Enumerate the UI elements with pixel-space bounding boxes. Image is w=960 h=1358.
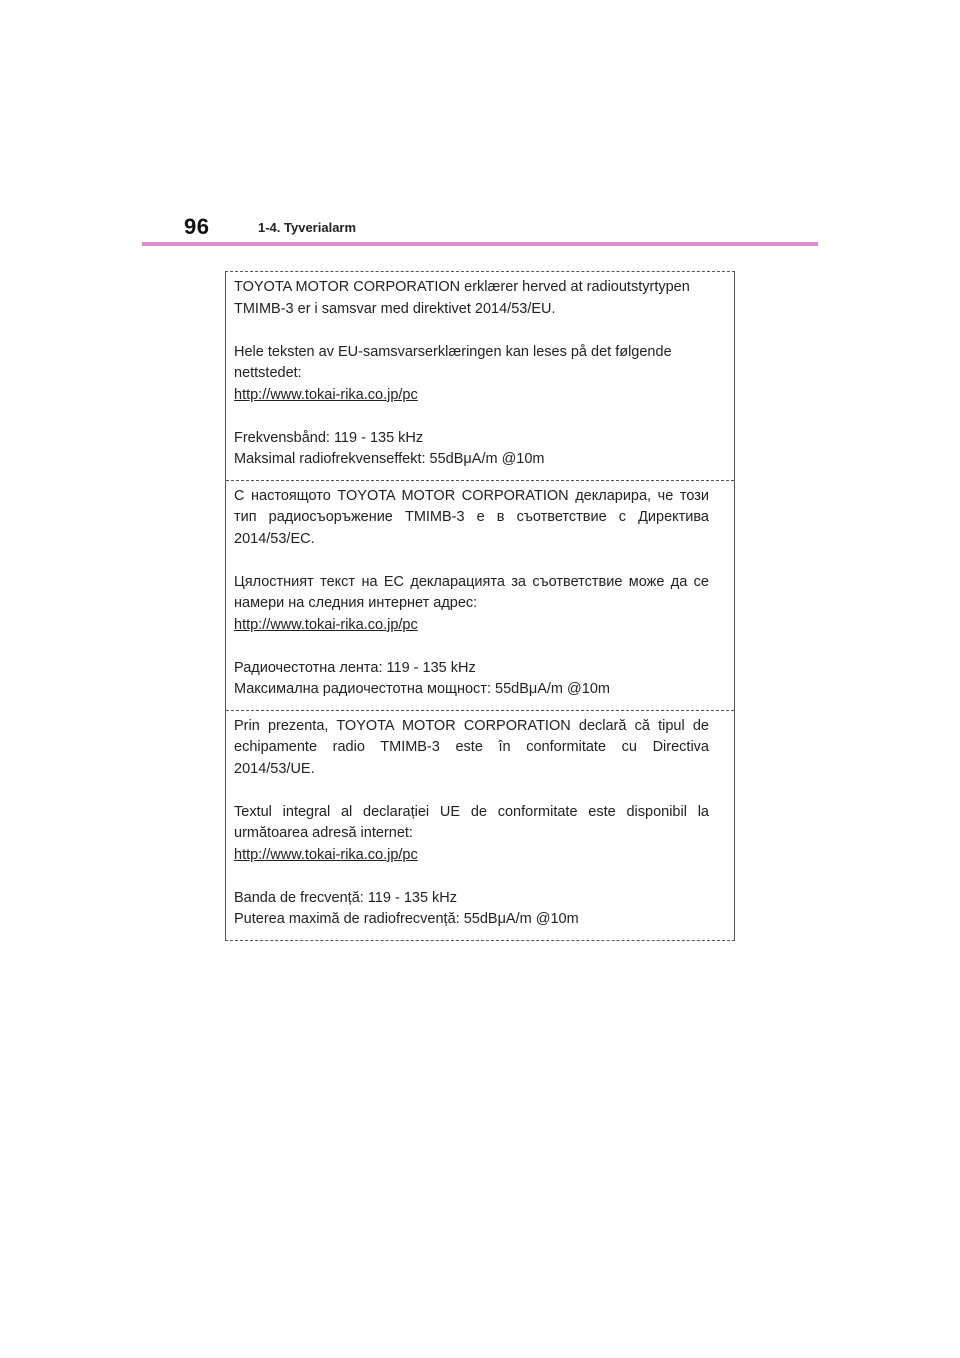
declaration-block-romanian — [226, 711, 734, 940]
frequency-band: Frekvensbånd: 119 - 135 kHz — [234, 429, 424, 446]
declaration-block-norwegian — [226, 272, 734, 481]
fulltext-intro: Цялостният текст на ЕС декларацията за съответствие може да се намери на следния интернет адрес: — [234, 573, 709, 611]
declaration-text: Prin prezenta, TOYOTA MOTOR CORPORATION declară că tipul de echipamente radio TMIMB-3 este în conformitate cu Directiva 2014/53/UE. — [234, 717, 709, 777]
declaration-link[interactable]: http://www.tokai-rika.co.jp/pc — [234, 386, 418, 403]
max-power: Puterea maximă de radiofrecvență: 55dBμA/m @10m — [234, 911, 579, 927]
fulltext-intro: Hele teksten av EU-samsvarserklæringen kan leses på det følgende nettstedet: — [234, 343, 672, 381]
max-power: Maksimal radiofrekvenseffekt: 55dBμA/m @10m — [234, 451, 545, 467]
declaration-link[interactable]: http://www.tokai-rika.co.jp/pc — [234, 846, 418, 863]
max-power: Максимална радиочестотна мощност: 55dBμA/m @10m — [234, 681, 610, 697]
frequency-band: Радиочестотна лента: 119 - 135 kHz — [234, 659, 476, 676]
header-divider — [142, 242, 818, 246]
section-title: 1-4. Tyverialarm — [258, 220, 357, 235]
declaration-block-bulgarian — [226, 481, 734, 711]
frequency-band: Banda de frecvență: 119 - 135 kHz — [234, 889, 458, 906]
declaration-link[interactable]: http://www.tokai-rika.co.jp/pc — [234, 616, 418, 633]
declaration-text: С настоящото TOYOTA MOTOR CORPORATION декларира, че този тип радиосъоръжение TMIMB-3 е в съответствие с Директива 2014/53/ЕС. — [234, 487, 709, 547]
declaration-text: TOYOTA MOTOR CORPORATION erklærer herved at radioutstyrtypen TMIMB-3 er i samsvar med direktivet 2014/53/EU. — [234, 279, 690, 317]
declarations-box — [225, 271, 735, 941]
fulltext-intro: Textul integral al declarației UE de conformitate este disponibil la următoarea adresă internet: — [234, 803, 709, 841]
page-number: 96 — [184, 214, 210, 239]
